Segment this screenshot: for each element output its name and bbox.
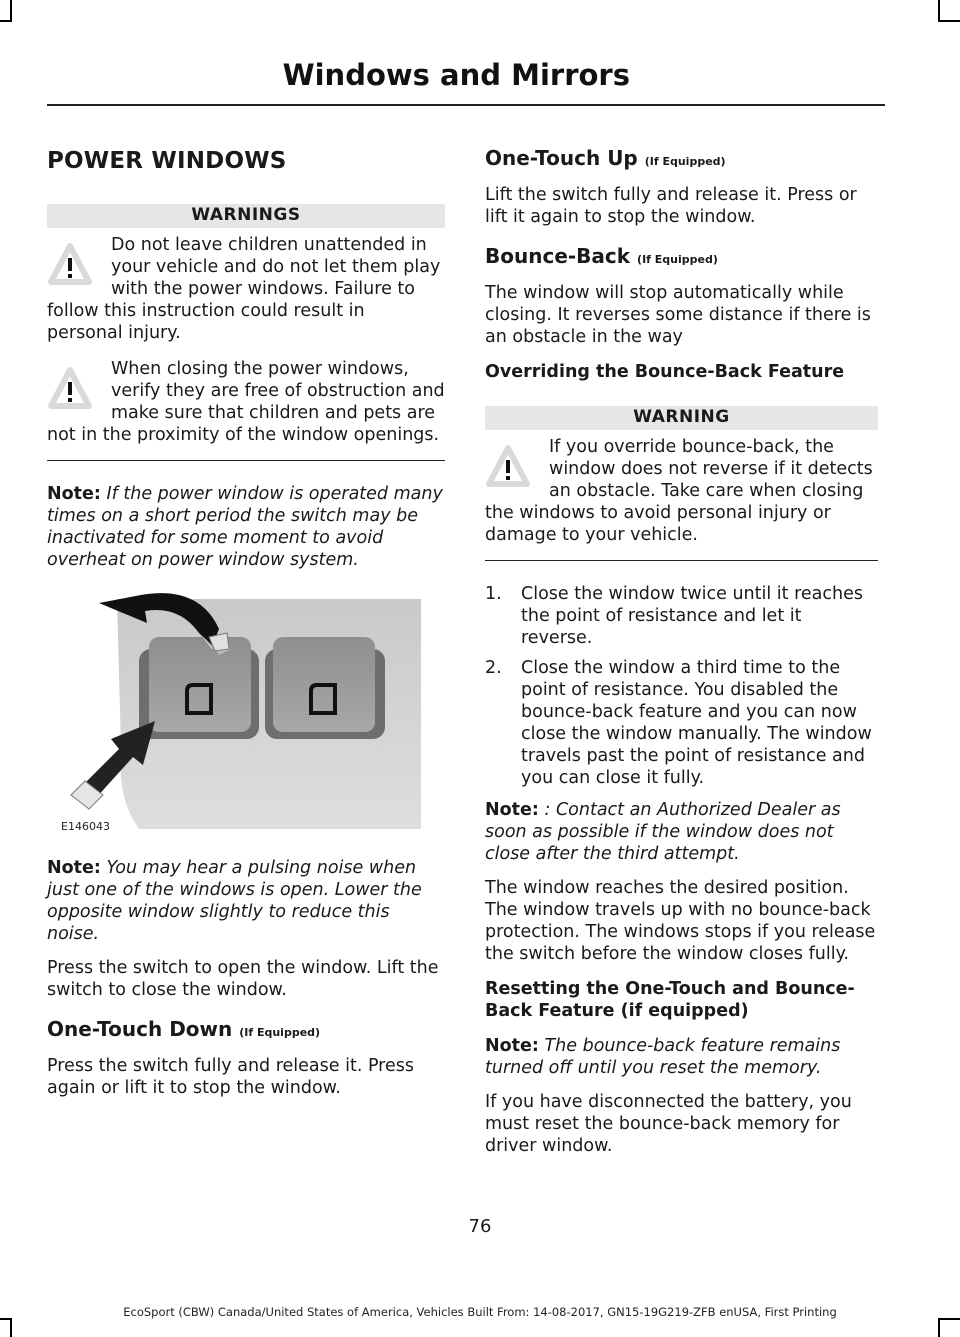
note-label: Note: [485,1035,539,1056]
subsection-title [485,146,878,170]
crop-mark [0,20,12,22]
subsection-title [47,1017,445,1041]
figure-code: E146043 [61,820,110,833]
warning-triangle-icon [47,364,93,414]
equipped-tag: (If Equipped) [644,155,726,168]
crop-mark [938,1318,940,1337]
warning-triangle-icon [47,240,93,290]
switch-panel-image [59,589,427,837]
warning-divider [485,560,878,561]
warning-item [47,358,445,446]
note-text: If the power window is operated many times on a short period the switch may be inactivated for some moment to avoid overheat on power window system. [47,484,443,570]
section-title: POWER WINDOWS [47,148,287,174]
crop-mark [938,0,940,22]
subsection-title-text: One-Touch Down [47,1017,233,1041]
paragraph: Press the switch fully and release it. Press again or lift it to stop the window. [47,1056,414,1098]
left-column [47,138,445,1111]
page-header-title: Windows and Mirrors [282,58,630,92]
note [47,857,445,945]
list-item [485,583,878,649]
subsection-title [485,244,878,268]
warning-divider [47,460,445,461]
warning-item [47,234,445,344]
note-label: Note: [47,484,101,504]
step-text: Close the window a third time to the point of resistance. You disabled the bounce-back feature and you can now close the window manually. The window travels past the point of resistance and you can close it fully. [521,657,872,788]
paragraph: Press the switch to open the window. Lift the switch to close the window. [47,958,439,1000]
crop-mark [10,1318,12,1337]
step-number: 2. [485,657,502,678]
page-footer: EcoSport (CBW) Canada/United States of America, Vehicles Built From: 14-08-2017, GN15-19G219-ZFB enUSA, First Printing [123,1305,837,1319]
paragraph: If you have disconnected the battery, you must reset the bounce-back memory for driver window. [485,1091,852,1156]
window-switch-illustration [59,589,427,837]
warning-text: When closing the power windows, verify they are free of obstruction and make sure that children and pets are not in the proximity of the window openings. [47,359,445,445]
note-text: The bounce-back feature remains turned off until you reset the memory. [485,1035,841,1078]
list-item [485,657,878,789]
subsection-title: Overriding the Bounce-Back Feature [485,362,845,382]
warning-text: Do not leave children unattended in your vehicle and do not let them play with the power windows. Failure to follow this instruction could result in personal injury. [47,235,441,343]
subsection-title: Resetting the One-Touch and Bounce-Back Feature (if equipped) [485,978,855,1021]
paragraph: Lift the switch fully and release it. Press or lift it again to stop the window. [485,185,857,227]
note-text: You may hear a pulsing noise when just one of the windows is open. Lower the opposite window slightly to reduce this noise. [47,858,422,944]
steps-list [485,583,878,789]
warning-text: If you override bounce-back, the window does not reverse if it detects an obstacle. Take care when closing the windows to avoid personal injury or damage to your vehicle. [485,436,873,545]
header-rule [47,104,885,106]
crop-mark [10,0,12,22]
right-column [485,146,878,1169]
paragraph: The window will stop automatically while closing. It reverses some distance if there is an obstacle in the way [485,283,871,347]
warning-triangle-icon [485,442,531,492]
step-text: Close the window twice until it reaches the point of resistance and let it reverse. [521,583,863,648]
subsection-title-text: One-Touch Up [485,146,638,170]
note [485,799,878,865]
warnings-heading: WARNINGS [47,204,445,228]
equipped-tag: (If Equipped) [637,253,718,266]
equipped-tag: (If Equipped) [239,1026,321,1039]
paragraph: The window reaches the desired position. The window travels up with no bounce-back protection. The windows stops if you release the switch before the window closes fully. [485,877,876,964]
note-label: Note: [485,799,539,820]
note-text: : Contact an Authorized Dealer as soon as possible if the window does not close after the third attempt. [485,799,841,864]
note [485,1035,878,1079]
warning-item [485,436,878,546]
note [47,483,445,571]
crop-mark [938,20,960,22]
page-number: 76 [468,1216,492,1237]
warning-heading: WARNING [485,406,878,430]
step-number: 1. [485,583,502,604]
note-label: Note: [47,858,101,878]
subsection-title-text: Bounce-Back [485,244,631,268]
